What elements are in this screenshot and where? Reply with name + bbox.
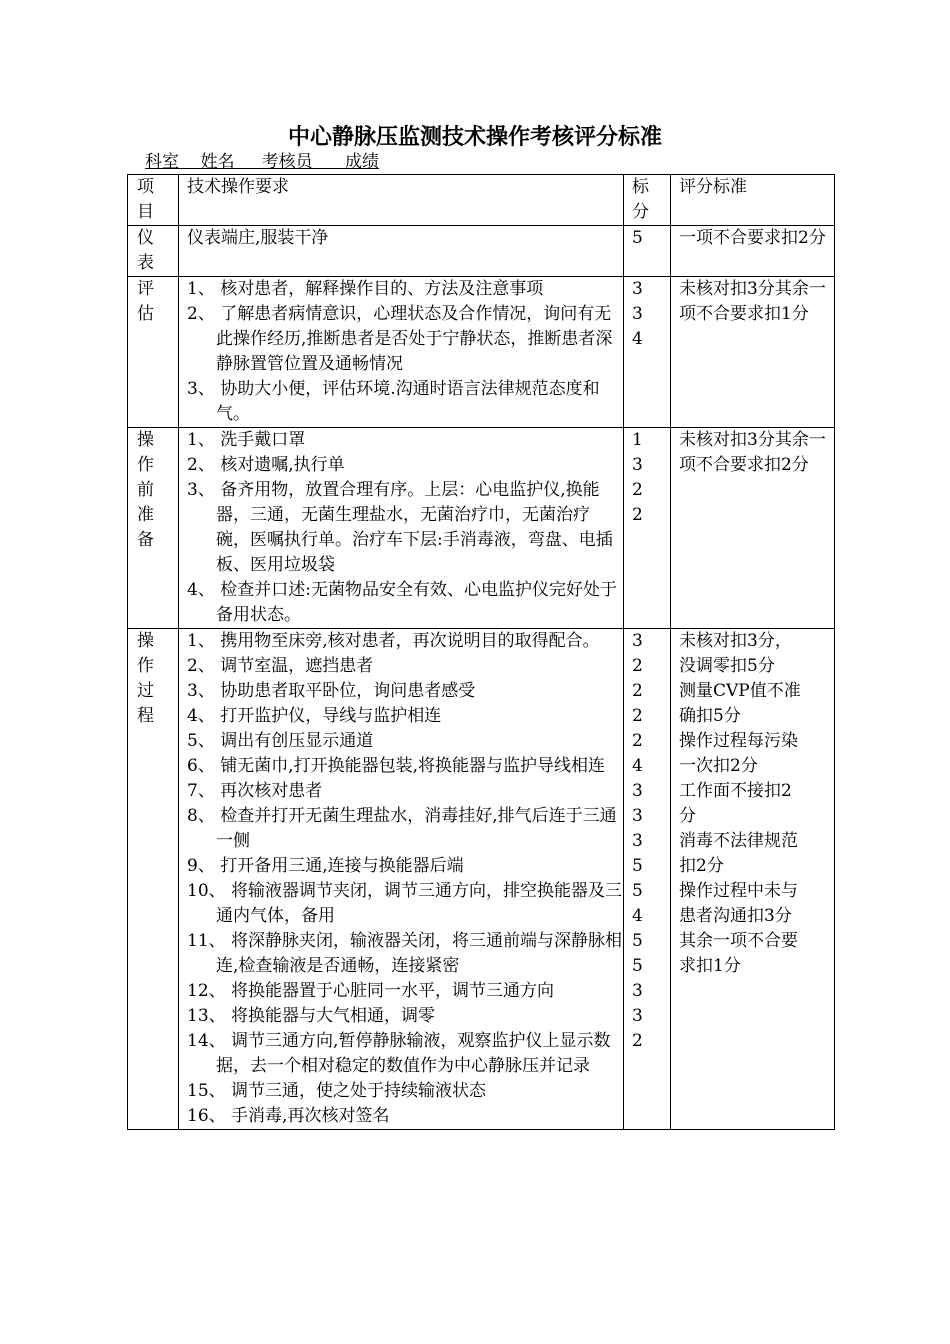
requirement-cell xyxy=(179,226,624,277)
document-title: 中心静脉压监测技术操作考核评分标准 xyxy=(287,124,662,150)
info-line: 科室 姓名 考核员 成绩 xyxy=(145,152,380,172)
requirement-item: 4、 检查并口述:无菌物品安全有效、心电监护仪完好处于备用状态。 xyxy=(187,580,617,625)
criteria-cell: 一项不合要求扣2分 xyxy=(671,226,835,277)
table-header-row xyxy=(128,175,835,226)
criteria-cell: 未核对扣3分其余一项不合要求扣1分 xyxy=(671,277,835,428)
requirement-item: 2、 了解患者病情意识，心理状态及合作情况，询问有无此操作经历,推断患者是否处于宁静状态，推断患者深静脉置管位置及通畅情况 xyxy=(187,304,613,374)
header-item: 项 目 xyxy=(128,175,179,226)
category-cell: 仪 表 xyxy=(128,226,179,277)
criteria-cell: 未核对扣3分， 没调零扣5分 测量CVP值不准 确扣5分 操作过程每污染 一次扣2分 工作面不接扣2 分 消毒不法律规范 扣2分 操作过程中未与 患者沟通扣3分 其余一项不合要 求扣1分 xyxy=(671,629,835,1130)
requirement-item: 11、 将深静脉夹闭，输液器关闭，将三通前端与深静脉相连,检查输液是否通畅，连接紧密 xyxy=(187,931,623,976)
requirement-item: 1、 洗手戴口罩 xyxy=(187,430,306,450)
score-cell: 3 3 4 xyxy=(624,277,671,428)
requirement-item: 15、 调节三通，使之处于持续输液状态 xyxy=(187,1081,487,1101)
requirement-item: 4、 打开监护仪，导线与监护相连 xyxy=(187,706,442,726)
header-score: 标 分 xyxy=(624,175,671,226)
requirement-item: 14、 调节三通方向,暂停静脉输液，观察监护仪上显示数据，去一个相对稳定的数值作为中心静脉压并记录 xyxy=(187,1031,611,1076)
requirement-item: 3、 协助大小便，评估环境.沟通时语言法律规范态度和气。 xyxy=(187,379,600,424)
requirement-item: 3、 协助患者取平卧位，询问患者感受 xyxy=(187,681,476,701)
requirement-item: 12、 将换能器置于心脏同一水平，调节三通方向 xyxy=(187,981,555,1001)
table-row xyxy=(128,226,835,277)
requirement-item: 2、 调节室温，遮挡患者 xyxy=(187,656,374,676)
table-row xyxy=(128,629,835,1130)
requirement-item: 1、 携用物至床旁,核对患者，再次说明目的取得配合。 xyxy=(187,631,600,651)
requirement-item: 8、 检查并打开无菌生理盐水，消毒挂好,排气后连于三通一侧 xyxy=(187,806,617,851)
table-row xyxy=(128,428,835,629)
requirement-item: 仪表端庄,服装干净 xyxy=(187,228,329,248)
table-row xyxy=(128,277,835,428)
requirement-item: 16、 手消毒,再次核对签名 xyxy=(187,1106,390,1126)
score-cell: 1 3 2 2 xyxy=(624,428,671,629)
score-cell: 3 2 2 2 2 4 3 3 3 5 5 4 5 5 3 3 2 xyxy=(624,629,671,1130)
category-cell: 操 作 前 准 备 xyxy=(128,428,179,629)
requirement-item: 7、 再次核对患者 xyxy=(187,781,323,801)
requirement-item: 9、 打开备用三通,连接与换能器后端 xyxy=(187,856,464,876)
requirement-item: 3、 备齐用物，放置合理有序。上层：心电监护仪,换能器，三通，无菌生理盐水，无菌治疗巾，无菌治疗碗，医嘱执行单。治疗车下层:手消毒液，弯盘、电插板、医用垃圾袋 xyxy=(187,480,613,575)
category-cell: 操 作 过 程 xyxy=(128,629,179,1130)
requirement-item: 10、 将输液器调节夹闭，调节三通方向，排空换能器及三通内气体，备用 xyxy=(187,881,623,926)
requirement-item: 6、 铺无菌巾,打开换能器包装,将换能器与监护导线相连 xyxy=(187,756,606,776)
requirement-item: 13、 将换能器与大气相通，调零 xyxy=(187,1006,436,1026)
requirement-item: 1、 核对患者，解释操作目的、方法及注意事项 xyxy=(187,279,544,299)
criteria-cell: 未核对扣3分其余一项不合要求扣2分 xyxy=(671,428,835,629)
requirement-cell xyxy=(179,277,624,428)
category-cell: 评 估 xyxy=(128,277,179,428)
requirement-item: 5、 调出有创压显示通道 xyxy=(187,731,374,751)
header-requirement: 技术操作要求 xyxy=(179,175,624,226)
requirement-cell xyxy=(179,428,624,629)
scoring-table xyxy=(127,174,835,1130)
requirement-cell xyxy=(179,629,624,1130)
score-cell: 5 xyxy=(624,226,671,277)
requirement-item: 2、 核对遗嘱,执行单 xyxy=(187,455,345,475)
header-criteria: 评分标准 xyxy=(671,175,835,226)
